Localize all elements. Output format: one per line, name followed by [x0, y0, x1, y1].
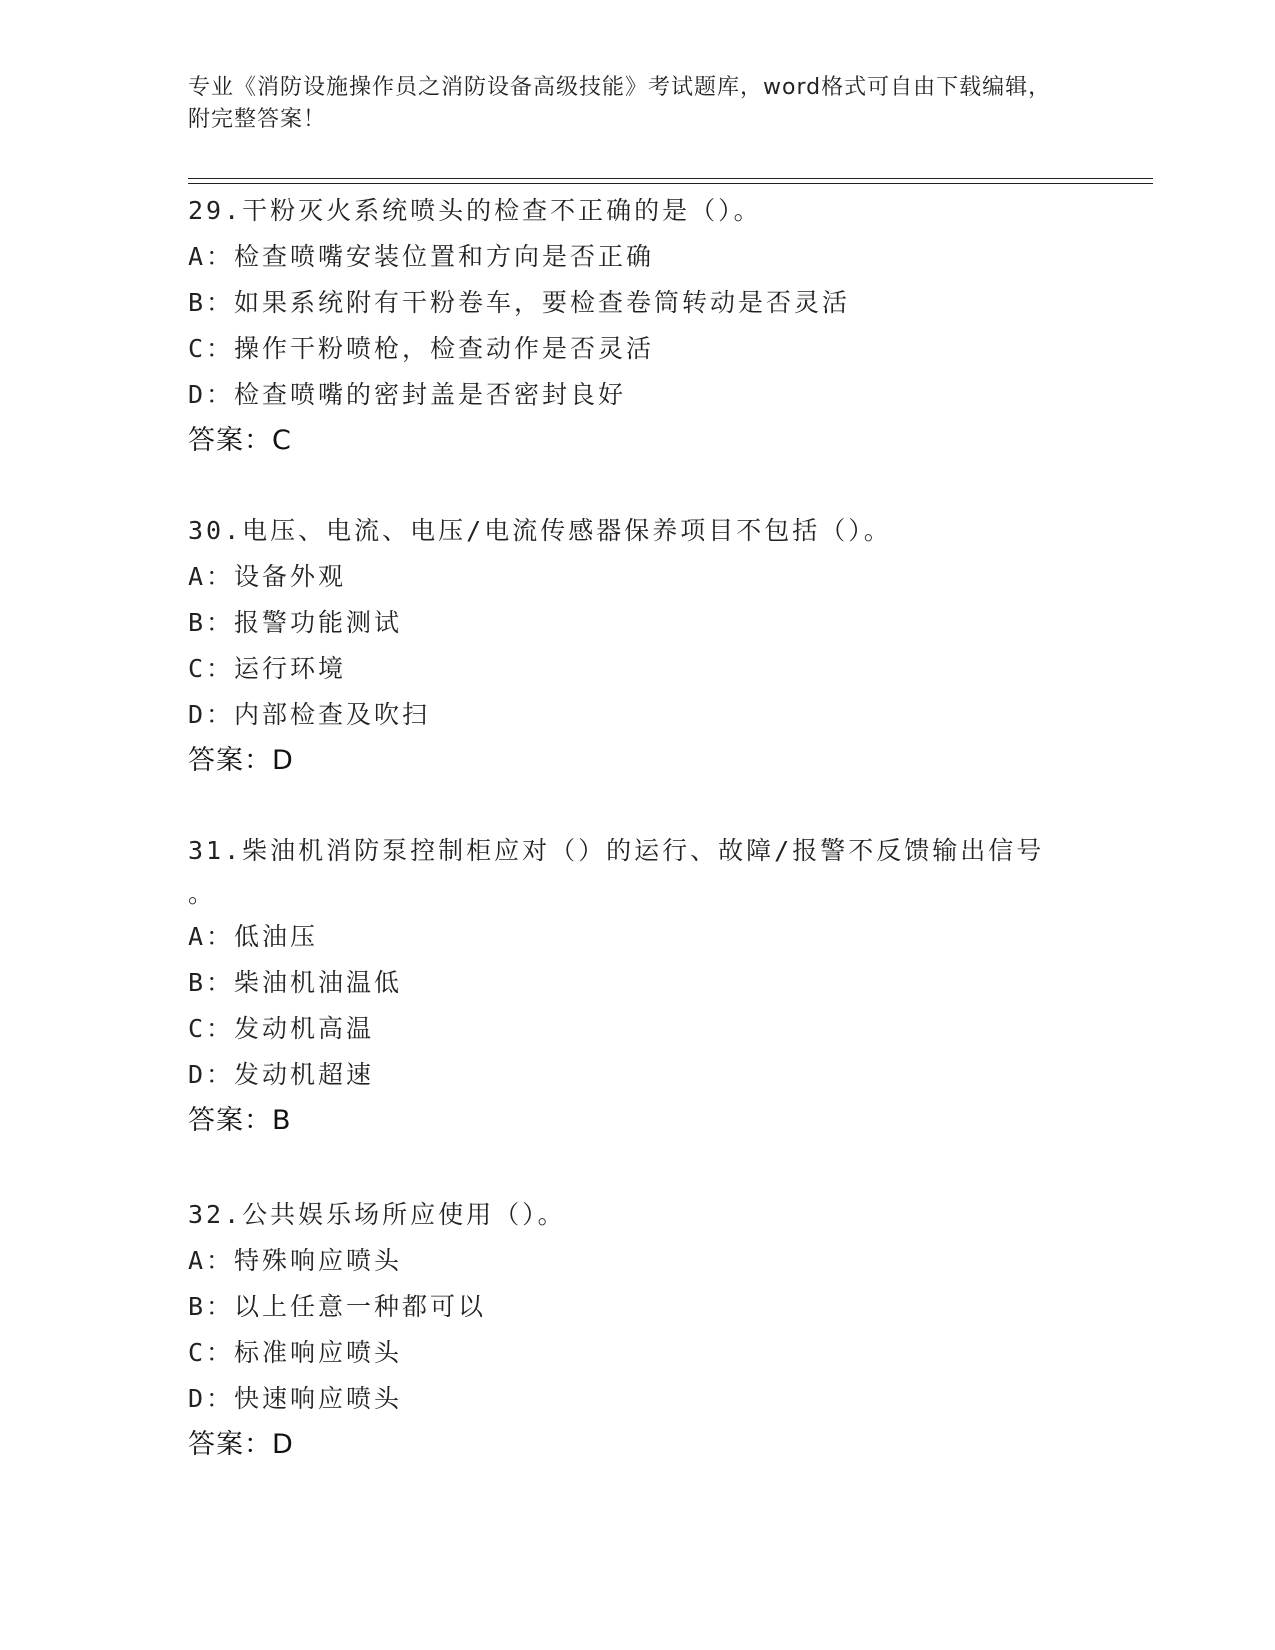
option-d: D：快速响应喷头: [188, 1384, 403, 1413]
answer-line: 答案：D: [188, 1429, 294, 1460]
question-31: [188, 828, 1088, 1144]
question-30: [188, 508, 1088, 784]
question-stem: 29.干粉灭火系统喷头的检查不正确的是（）。: [188, 196, 762, 225]
header-divider-bottom: [188, 183, 1153, 184]
option-a: A：低油压: [188, 922, 319, 951]
answer-line: 答案：C: [188, 425, 292, 456]
question-stem: 31.柴油机消防泵控制柜应对（）的运行、故障/报警不反馈输出信号: [188, 836, 1045, 865]
header-divider-top: [188, 178, 1153, 179]
question-stem: 30.电压、电流、电压/电流传感器保养项目不包括（）。: [188, 516, 892, 545]
option-a: A：特殊响应喷头: [188, 1246, 403, 1275]
answer-line: 答案：D: [188, 745, 294, 776]
option-b: B：柴油机油温低: [188, 968, 403, 997]
option-d: D：检查喷嘴的密封盖是否密封良好: [188, 380, 627, 409]
option-a: A：设备外观: [188, 562, 347, 591]
answer-line: 答案：B: [188, 1105, 292, 1136]
option-b: B：如果系统附有干粉卷车，要检查卷筒转动是否灵活: [188, 288, 851, 317]
option-d: D：发动机超速: [188, 1060, 375, 1089]
option-c: C：发动机高温: [188, 1014, 375, 1043]
option-c: C：标准响应喷头: [188, 1338, 403, 1367]
question-29: [188, 188, 1088, 464]
option-c: C：运行环境: [188, 654, 347, 683]
option-b: B：以上任意一种都可以: [188, 1292, 487, 1321]
option-b: B：报警功能测试: [188, 608, 403, 637]
option-a: A：检查喷嘴安装位置和方向是否正确: [188, 242, 655, 271]
option-c: C：操作干粉喷枪，检查动作是否灵活: [188, 334, 655, 363]
option-d: D：内部检查及吹扫: [188, 700, 431, 729]
question-stem: 32.公共娱乐场所应使用（）。: [188, 1200, 566, 1229]
question-32: [188, 1192, 1088, 1468]
question-stem-continuation: 。: [188, 879, 217, 908]
document-header: 专业《消防设施操作员之消防设备高级技能》考试题库，word格式可自由下载编辑，附完整答案！: [188, 75, 1052, 132]
